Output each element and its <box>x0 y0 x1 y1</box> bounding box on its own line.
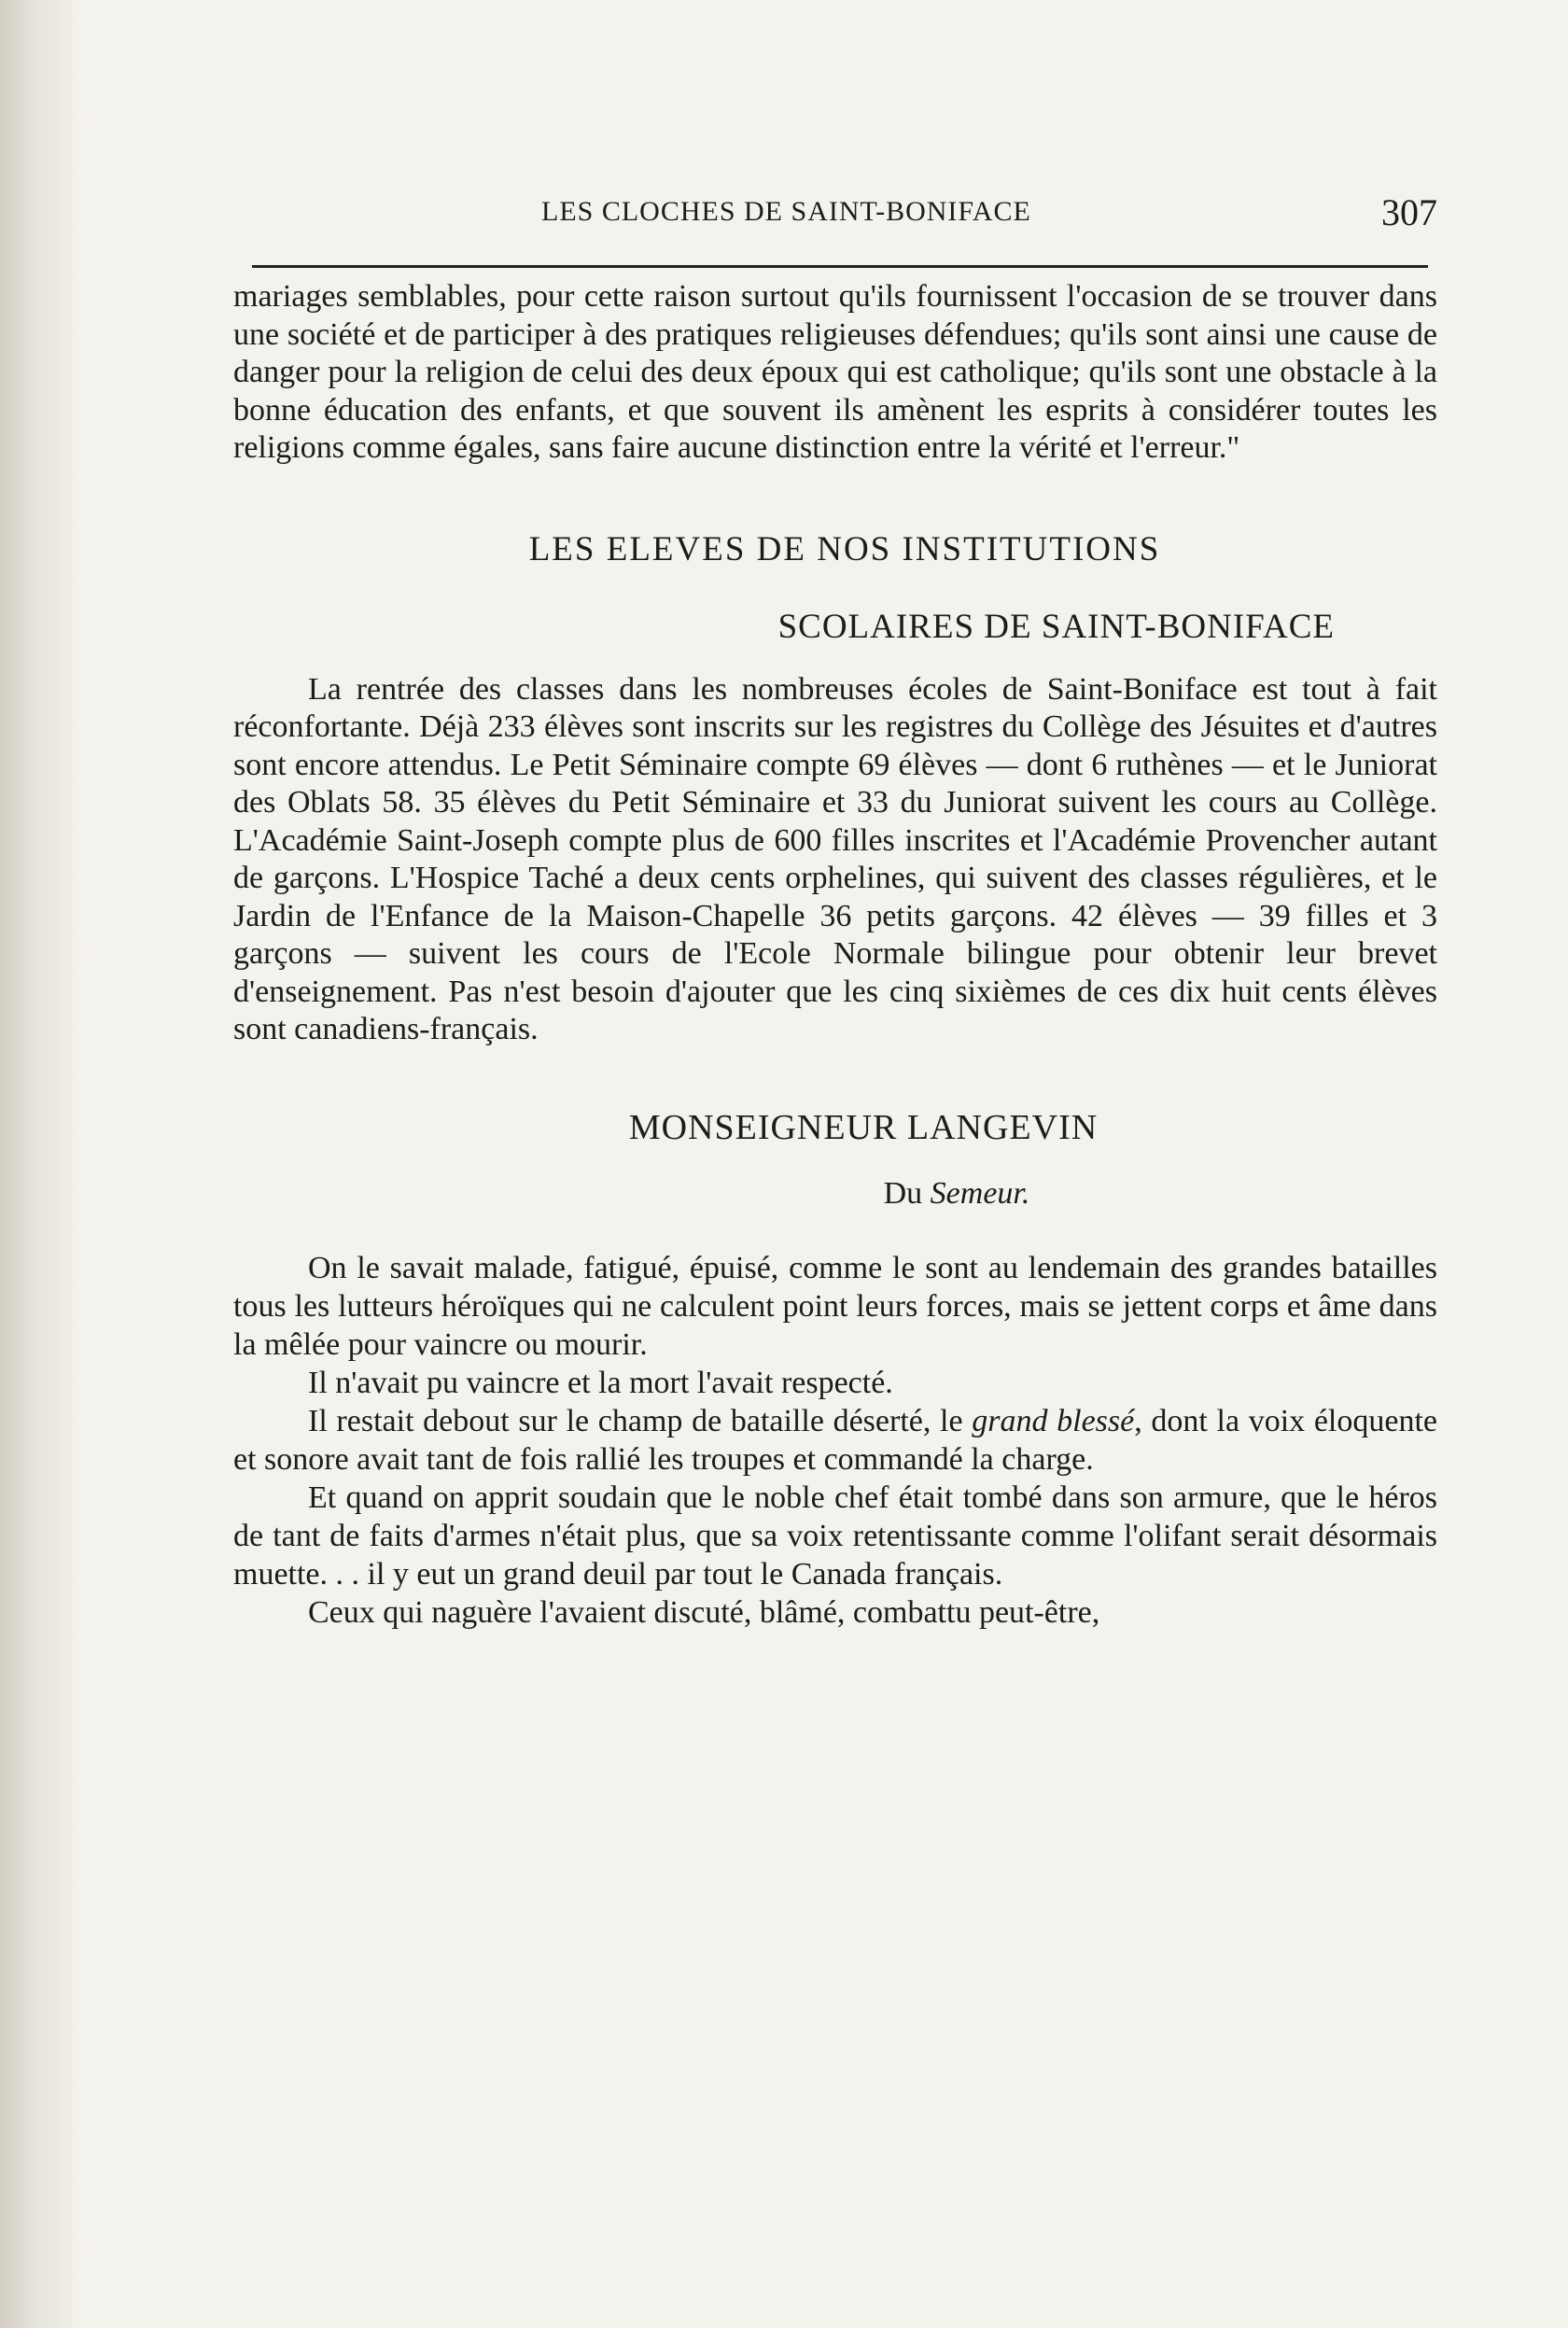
paragraph-mariages: mariages semblables, pour cette raison surtout qu'ils fournissent l'occasion de se trouver dans une société et de participer à des pratiques religieuses défendues; qu'ils sont ainsi une cause de danger pour la religion de celui des deux époux qui est catholique; qu'ils sont une obstacle à la bonne éducation des enfants, et que souvent ils amènent les esprits à considérer toutes les religions comme égales, sans faire aucune distinction entre la vérité et l'erreur." <box>233 279 1437 465</box>
source-line <box>476 1176 1437 1212</box>
source-title: Semeur. <box>930 1175 1030 1211</box>
debout-text-before: Il restait debout sur le champ de bataille déserté, le <box>308 1403 973 1438</box>
paragraph-debout <box>233 1402 1437 1479</box>
langevin-text <box>233 1249 1437 1632</box>
page-number: 307 <box>1381 191 1437 233</box>
paragraph-rentree: La rentrée des classes dans les nombreuses écoles de Saint-Boniface est tout à fait réconfortante. Déjà 233 élèves sont inscrits sur les registres du Collège des Jésuites et d'autres sont encore attendus. Le Petit Séminaire compte 69 élèves — dont 6 ruthènes — et le Juniorat des Oblats 58. 35 élèves du Petit Séminaire et 33 du Juniorat suivent les cours au Collège. L'Académie Saint-Joseph compte plus de 600 filles inscrites et l'Académie Provencher autant de garçons. L'Hospice Taché a deux cents orphelines, qui suivent des classes régulières, et le Jardin de l'Enfance de la Maison-Chapelle 36 petits garçons. 42 élèves — 39 filles et 3 garçons — suivent les cours de l'Ecole Normale bilingue pour obtenir leur brevet d'enseignement. Pas n'est besoin d'ajouter que les cinq sixièmes de ces dix huit cents élèves sont canadiens-français. <box>233 671 1437 1046</box>
paragraph-deuil: Et quand on apprit soudain que le noble chef était tombé dans son armure, que le héros de tant de faits d'armes n'était plus, que sa voix retentissante comme l'olifant serait désormais muette. . . il y eut un grand deuil par tout le Canada français. <box>233 1480 1437 1592</box>
paragraph-vaincre: Il n'avait pu vaincre et la mort l'avait respecté. <box>308 1365 893 1400</box>
header-rule <box>252 265 1428 268</box>
section-heading-langevin: MONSEIGNEUR LANGEVIN <box>628 1107 1099 1147</box>
paragraph-malade: On le savait malade, fatigué, épuisé, comme le sont au lendemain des grandes batailles tous les lutteurs héroïques qui ne calculent point leurs forces, mais se jettent corps et âme dans la mêlée pour vaincre ou mourir. <box>233 1250 1437 1362</box>
book-page <box>233 187 1437 1632</box>
debout-text-after: , dont la voix éloquente et sonore avait tant de fois rallié les troupes et commandé la charge. <box>233 1403 1437 1477</box>
source-prefix: Du <box>883 1175 923 1211</box>
running-head <box>233 187 1437 252</box>
section-heading-eleves: LES ELEVES DE NOS INSTITUTIONS <box>528 529 1161 568</box>
running-title: LES CLOCHES DE SAINT-BONIFACE <box>541 196 1031 227</box>
section-subheading-scolaires: SCOLAIRES DE SAINT-BONIFACE <box>777 607 1335 646</box>
debout-italic-grand-blesse: grand blessé <box>972 1403 1135 1438</box>
paragraph-naguere: Ceux qui naguère l'avaient discuté, blâmé, combattu peut-être, <box>308 1594 1100 1630</box>
scan-edge-shadow <box>0 0 84 2328</box>
